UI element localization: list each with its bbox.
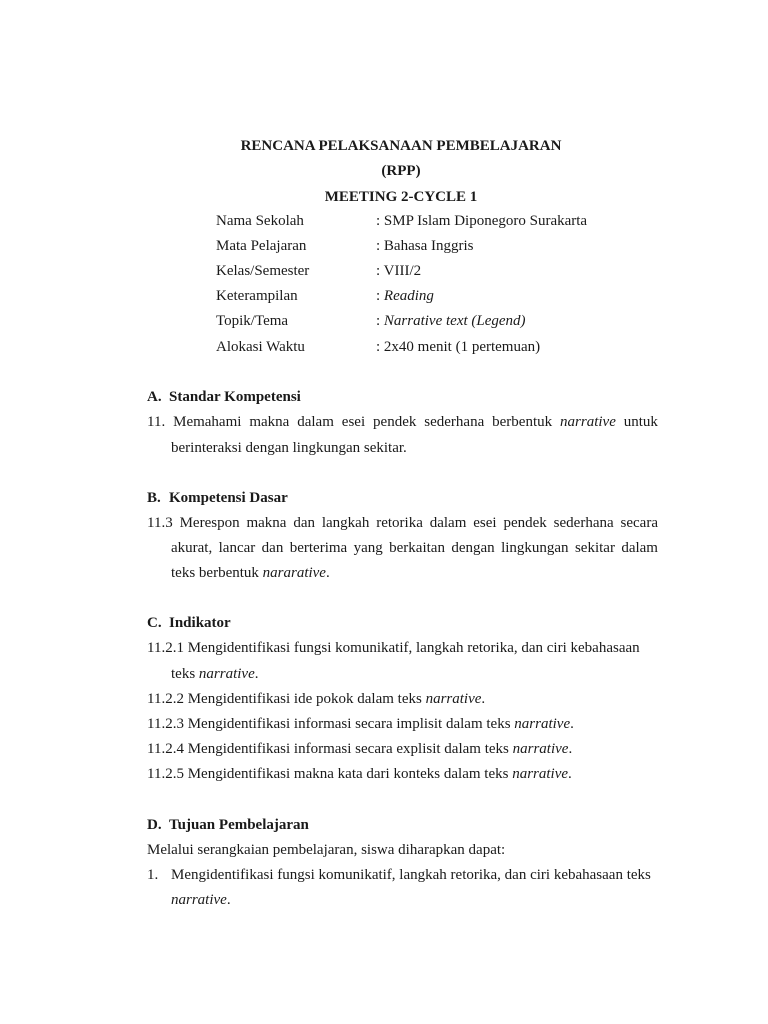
identity-label: Mata Pelajaran <box>216 238 307 254</box>
identity-value: : Bahasa Inggris <box>376 238 474 254</box>
section-b-line1: 11.3 Merespon makna dan langkah retorika dalam esei pendek sederhana secara <box>147 515 658 531</box>
identity-label: Alokasi Waktu <box>216 339 305 355</box>
document-subtitle: (RPP) <box>381 163 421 179</box>
meeting-label: MEETING 2-CYCLE 1 <box>324 189 478 205</box>
section-b-heading: B. Kompetensi Dasar <box>147 490 288 506</box>
section-d-heading: D. Tujuan Pembelajaran <box>147 817 309 833</box>
indicator-item-5: 11.2.5 Mengidentifikasi makna kata dari konteks dalam teks narrative. <box>147 766 572 782</box>
indicator-item-3: 11.2.3 Mengidentifikasi informasi secara implisit dalam teks narrative. <box>147 716 574 732</box>
section-c-heading: C. Indikator <box>147 615 231 631</box>
identity-value: : 2x40 menit (1 pertemuan) <box>376 339 541 355</box>
indicator-item-1-cont: teks narrative. <box>171 666 259 682</box>
section-b-line3: teks berbentuk nararative. <box>171 565 330 581</box>
identity-value: : VIII/2 <box>376 263 422 279</box>
identity-value: : SMP Islam Diponegoro Surakarta <box>376 213 588 229</box>
identity-row-time <box>216 339 666 359</box>
indicator-item-2: 11.2.2 Mengidentifikasi ide pokok dalam teks narrative. <box>147 691 486 707</box>
section-a-line1: 11. Memahami makna dalam esei pendek sederhana berbentuk narrative untuk <box>147 414 658 430</box>
section-a-heading: A. Standar Kompetensi <box>147 389 301 405</box>
identity-label: Kelas/Semester <box>216 263 310 279</box>
indicator-item-1: 11.2.1 Mengidentifikasi fungsi komunikatif, langkah retorika, dan ciri kebahasaan <box>147 640 640 656</box>
identity-label: Nama Sekolah <box>216 213 304 229</box>
identity-row-subject <box>216 238 666 258</box>
objective-item-1: 1. Mengidentifikasi fungsi komunikatif, langkah retorika, dan ciri kebahasaan teks <box>147 867 651 883</box>
section-a-line2: berinteraksi dengan lingkungan sekitar. <box>171 440 407 456</box>
identity-row-topic <box>216 313 666 333</box>
identity-label: Topik/Tema <box>216 313 289 329</box>
identity-row-class <box>216 263 666 283</box>
indicator-item-4: 11.2.4 Mengidentifikasi informasi secara explisit dalam teks narrative. <box>147 741 573 757</box>
identity-value: : Narrative text (Legend) <box>376 313 526 329</box>
identity-label: Keterampilan <box>216 288 298 304</box>
identity-row-skill <box>216 288 666 308</box>
objective-item-1-cont: narrative. <box>171 892 231 908</box>
section-d-intro: Melalui serangkaian pembelajaran, siswa diharapkan dapat: <box>147 842 506 858</box>
document-title: RENCANA PELAKSANAAN PEMBELAJARAN <box>240 138 562 154</box>
identity-value: : Reading <box>376 288 434 304</box>
identity-row-school <box>216 213 666 233</box>
section-b-line2: akurat, lancar dan berterima yang berkaitan dengan lingkungan sekitar dalam <box>171 540 658 556</box>
